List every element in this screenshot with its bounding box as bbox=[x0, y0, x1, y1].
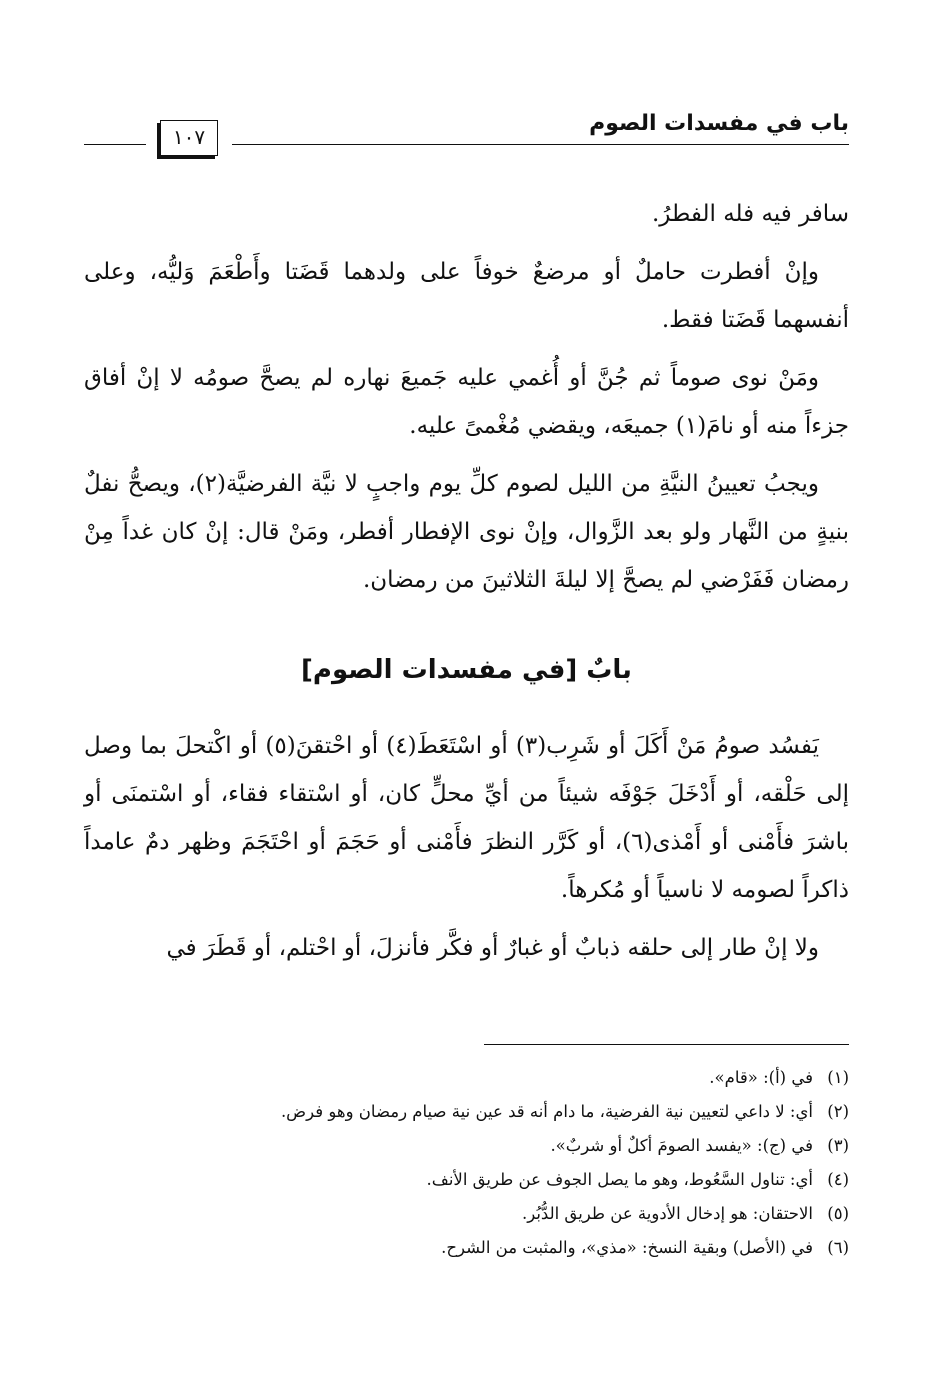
footnote bbox=[84, 1096, 849, 1128]
running-header bbox=[84, 108, 849, 156]
footnote bbox=[84, 1232, 849, 1264]
footnote bbox=[84, 1062, 849, 1094]
footnote-text: الاحتقان: هو إدخال الأدوية عن طريق الدُّبُر. bbox=[521, 1204, 813, 1223]
footnote-number: (٥) bbox=[827, 1204, 849, 1223]
paragraph: ومَنْ نوى صوماً ثم جُنَّ أو أُغمي عليه جَميعَ نهاره لم يصحَّ صومُه لا إنْ أفاق جزءاً منه أو نامَ(١) جميعَه، ويقضي مُغْمىً عليه. bbox=[84, 365, 849, 439]
footnote-text: في (أ): «قام». bbox=[709, 1068, 813, 1087]
footnote bbox=[84, 1130, 849, 1162]
footnote bbox=[84, 1164, 849, 1196]
footnote-text: أي: تناول السَّعُوط، وهو ما يصل الجوف عن طريق الأنف. bbox=[426, 1170, 813, 1189]
header-rule bbox=[232, 144, 849, 145]
footnote-text: أي: لا داعي لتعيين نية الفرضية، ما دام أنه قد عين نية صيام رمضان وهو فرض. bbox=[280, 1102, 813, 1121]
footnote-number: (٢) bbox=[827, 1102, 849, 1121]
footnotes bbox=[84, 1062, 849, 1266]
footnote-text: في (الأصل) وبقية النسخ: «مذي»، والمثبت من الشرح. bbox=[441, 1238, 813, 1257]
paragraph: ويجبُ تعيينُ النيَّةِ من الليل لصوم كلِّ يوم واجبٍ لا نيَّة الفرضيَّة(٢)، ويصحُّ نفلٌ بنيةٍ من النَّهار ولو بعد الزَّوال، وإنْ نوى الإفطار أفطر، ومَنْ قال: إنْ كان غداً مِنْ رمضان فَفَرْضي لم يصحَّ إلا ليلةَ الثلاثينَ من رمضان. bbox=[84, 471, 849, 593]
footnote-number: (٣) bbox=[827, 1136, 849, 1155]
paragraph: وإنْ أفطرت حاملٌ أو مرضعٌ خوفاً على ولدهما قَضَتا وأَطْعَمَ وَليُّه، وعلى أنفسهما قَضَتا فقط. bbox=[84, 259, 849, 333]
section-heading: بابٌ [في مفسدات الصوم] bbox=[301, 655, 632, 685]
footnote-number: (٦) bbox=[827, 1238, 849, 1257]
footnote-number: (١) bbox=[827, 1068, 849, 1087]
footnote-text: في (ج): «يفسد الصومَ أكلٌ أو شربٌ». bbox=[550, 1136, 813, 1155]
page-number: ١٠٧ bbox=[160, 120, 218, 156]
paragraph: سافر فيه فله الفطرُ. bbox=[651, 201, 849, 227]
footnote-number: (٤) bbox=[827, 1170, 849, 1189]
footnote-separator bbox=[484, 1044, 849, 1045]
footnote bbox=[84, 1198, 849, 1230]
body-text bbox=[84, 190, 849, 982]
paragraph: يَفسُد صومُ مَنْ أَكَلَ أو شَرِب(٣) أو اسْتَعَطَ(٤) أو احْتقنَ(٥) أو اكْتحلَ بما وصل إلى حَلْقه، أو أَدْخَلَ جَوْفَه شيئاً من أيِّ محلٍّ كان، أو اسْتقاء فقاء، أو اسْتمنَى أو باشرَ فأَمْنى أو أَمْذى(٦)، أو كَرَّر النظرَ فأَمْنى أو حَجَمَ أو احْتَجَمَ وظهر دمٌ عامداً ذاكراً لصومه لا ناسياً أو مُكرهاً. bbox=[84, 733, 849, 903]
header-rule-left bbox=[84, 144, 146, 145]
paragraph: ولا إنْ طار إلى حلقه ذبابٌ أو غبارٌ أو فكَّر فأنزلَ، أو احْتلم، أو قَطَرَ في bbox=[166, 935, 819, 961]
running-header-title: باب في مفسدات الصوم bbox=[589, 111, 849, 136]
